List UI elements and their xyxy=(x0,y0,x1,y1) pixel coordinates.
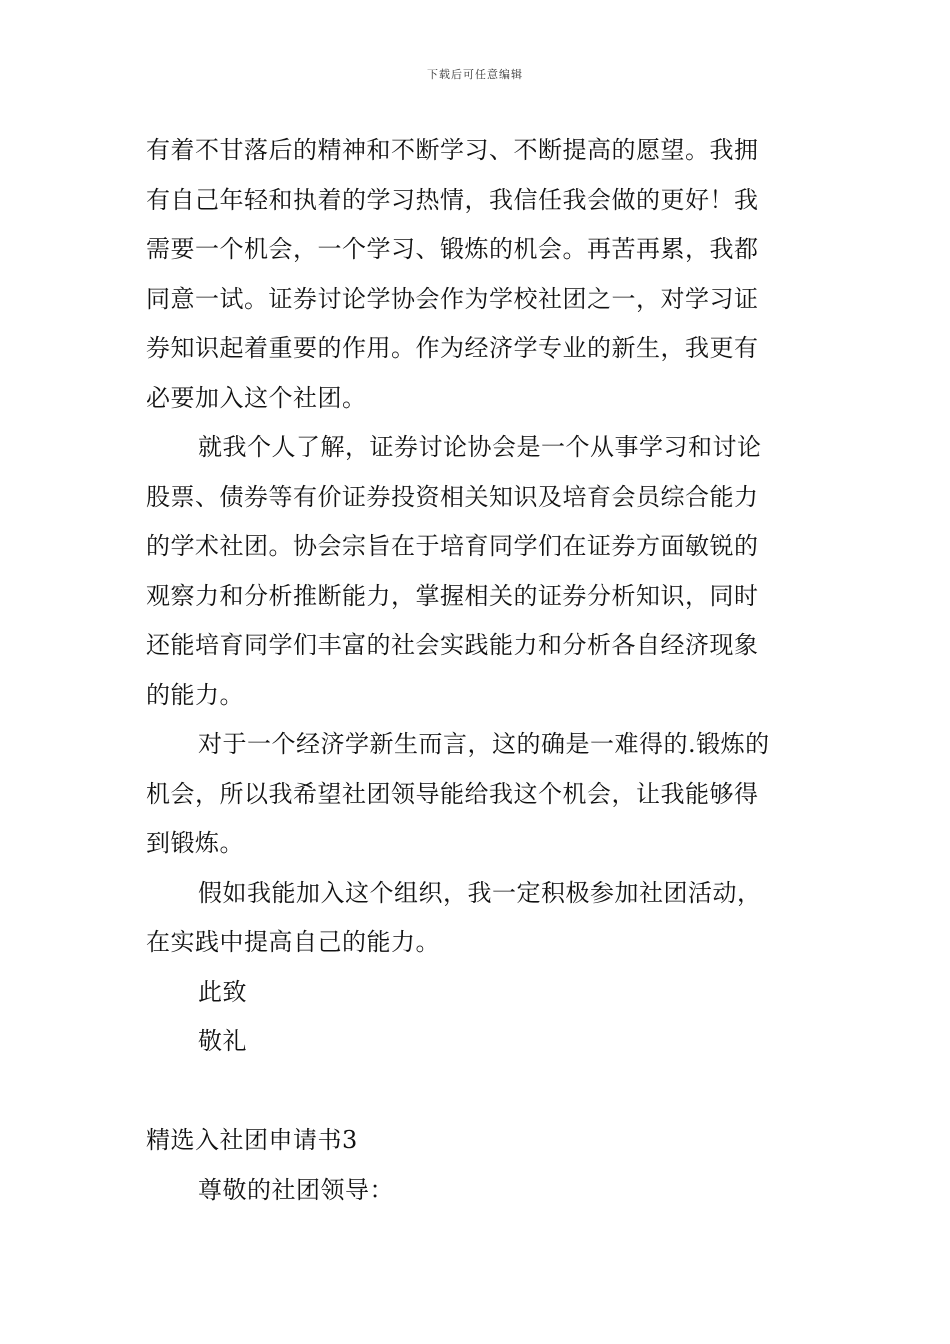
paragraph xyxy=(146,423,810,720)
text-line: 同意一试。证券讨论学协会作为学校社团之一，对学习证 xyxy=(146,284,759,313)
text-line: 观察力和分析推断能力，掌握相关的证券分析知识，同时 xyxy=(146,581,759,610)
paragraph xyxy=(146,720,810,869)
paragraph xyxy=(146,1017,810,1067)
text-line: 的学术社团。协会宗旨在于培育同学们在证券方面敏锐的 xyxy=(146,532,759,560)
section-title xyxy=(146,1116,810,1166)
blank-line xyxy=(146,1067,810,1117)
paragraph xyxy=(146,1166,810,1216)
text-line: 假如我能加入这个组织，我一定积极参加社团活动， xyxy=(198,878,762,907)
text-line: 股票、债券等有价证券投资相关知识及培育会员综合能力 xyxy=(146,482,759,511)
text-line: 尊敬的社团领导： xyxy=(198,1175,394,1204)
paragraph xyxy=(146,968,810,1018)
text-line: 的能力。 xyxy=(146,680,244,709)
text-line: 还能培育同学们丰富的社会实践能力和分析各自经济现象 xyxy=(146,631,759,659)
text-line: 敬礼 xyxy=(198,1027,247,1055)
paragraph xyxy=(146,126,810,423)
text-line: 到锻炼。 xyxy=(146,829,244,857)
text-line: 就我个人了解，证券讨论协会是一个从事学习和讨论 xyxy=(198,433,762,461)
document-body xyxy=(146,126,810,1215)
text-line: 在实践中提高自己的能力。 xyxy=(146,928,440,956)
text-line: 必要加入这个社团。 xyxy=(146,383,367,412)
text-line: 有着不甘落后的精神和不断学习、不断提高的愿望。我拥 xyxy=(146,136,759,164)
text-line: 需要一个机会，一个学习、锻炼的机会。再苦再累，我都 xyxy=(146,235,759,263)
text-line: 精选入社团申请书3 xyxy=(146,1126,358,1154)
paragraph xyxy=(146,869,810,968)
text-line: 此致 xyxy=(198,977,247,1006)
text-line: 有自己年轻和执着的学习热情，我信任我会做的更好！我 xyxy=(146,185,759,214)
text-line: 券知识起着重要的作用。作为经济学专业的新生，我更有 xyxy=(146,334,759,362)
text-line: 对于一个经济学新生而言，这的确是一难得的.锻炼的 xyxy=(198,730,770,758)
text-line: 机会，所以我希望社团领导能给我这个机会，让我能够得 xyxy=(146,779,759,808)
page-header-note: 下载后可任意编辑 xyxy=(427,68,523,81)
